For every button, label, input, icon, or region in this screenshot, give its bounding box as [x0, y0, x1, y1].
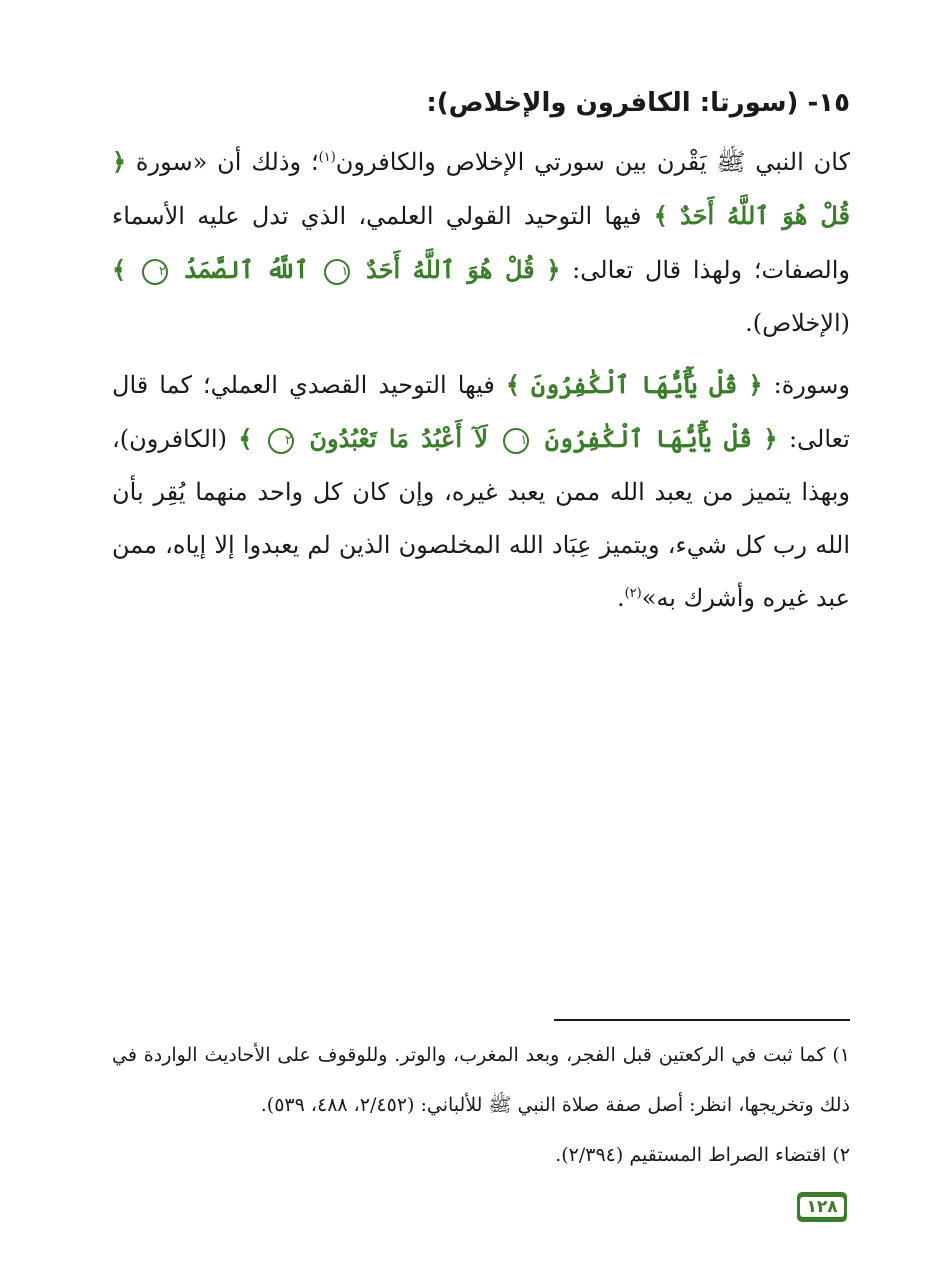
quran-verse-ikhlas-1: قُلْ هُوَ ٱللَّهُ أَحَدٌ: [680, 201, 850, 230]
page-body: [112, 78, 850, 633]
ayah-number-marker: ٢: [268, 428, 294, 454]
footnote-2: ٢) اقتضاء الصراط المستقيم (٢/٣٩٤).: [555, 1144, 850, 1166]
ayah-number-marker: ١: [324, 259, 350, 285]
para2-text-1: وسورة:: [762, 371, 850, 399]
ayah-number-marker: ١: [503, 428, 529, 454]
quran-verse-kafirun-2a: قُلْ يَٰٓأَيُّهَا ٱلْكَٰفِرُونَ: [544, 424, 752, 453]
ornate-bracket-close: ﴾: [112, 256, 127, 284]
ornate-bracket-close: ﴾: [653, 202, 668, 230]
footnote-divider: [554, 1019, 850, 1021]
section-heading: ١٥- (سورتا: الكافرون والإخلاص):: [426, 88, 850, 118]
footnotes: [112, 1030, 850, 1180]
para2-text-3: (الكافرون)، وبهذا يتميز من يعبد الله ممن يعبد غيره، وإن كان كل واحد منهما يُقِر بأن الله رب كل شيء، ويتميز عِبَاد الله المخلصون الذين لم يعبدوا إلا إياه، ممن عبد غيره وأشرك به»: [112, 425, 850, 612]
para1-text-2: ؛ وذلك أن «سورة: [126, 148, 319, 176]
ornate-bracket-close: ﴾: [505, 371, 520, 399]
footnote-ref-1[interactable]: (١): [318, 150, 336, 165]
ornate-bracket-close: ﴾: [238, 425, 253, 453]
quran-verse-ikhlas-2a: قُلْ هُوَ ٱللَّهُ أَحَدٌ: [366, 255, 535, 284]
ornate-bracket-open: ﴿: [546, 256, 561, 284]
paragraph-1: [112, 136, 850, 350]
ornate-bracket-open: ﴿: [112, 148, 127, 176]
paragraph-2: [112, 358, 850, 625]
quran-verse-ikhlas-2b: ٱللَّهُ ٱلصَّمَدُ: [183, 255, 309, 284]
para2-text-4: .: [616, 584, 625, 612]
ayah-number-marker: ٢: [142, 259, 168, 285]
ornate-bracket-open: ﴿: [748, 371, 763, 399]
page-number: ١٢٨: [800, 1197, 843, 1217]
footnote-1: ١) كما ثبت في الركعتين قبل الفجر، وبعد المغرب، والوتر. وللوقوف على الأحاديث الواردة في ذلك وتخريجها، انظر: أصل صفة صلاة النبي ﷺ للألباني: (٢/٤٥٢، ٤٨٨، ٥٣٩).: [112, 1044, 850, 1116]
para1-text-1: كان النبي ﷺ يَقْرن بين سورتي الإخلاص والكافرون: [335, 148, 850, 176]
page-number-badge: [797, 1192, 847, 1222]
ornate-bracket-open: ﴿: [763, 425, 778, 453]
para2-text-2: فيها التوحيد القصدي العملي؛ كما قال تعالى:: [112, 371, 850, 453]
quran-verse-kafirun-2b: لَآ أَعْبُدُ مَا تَعْبُدُونَ: [309, 424, 488, 453]
quran-verse-kafirun-1: قُلْ يَٰٓأَيُّهَا ٱلْكَٰفِرُونَ: [531, 370, 738, 399]
footnote-ref-2[interactable]: (٢): [624, 586, 642, 601]
para1-text-4: (الإخلاص).: [745, 309, 850, 337]
para1-text-3: فيها التوحيد القولي العلمي، الذي تدل عليه الأسماء والصفات؛ ولهذا قال تعالى:: [112, 202, 850, 284]
